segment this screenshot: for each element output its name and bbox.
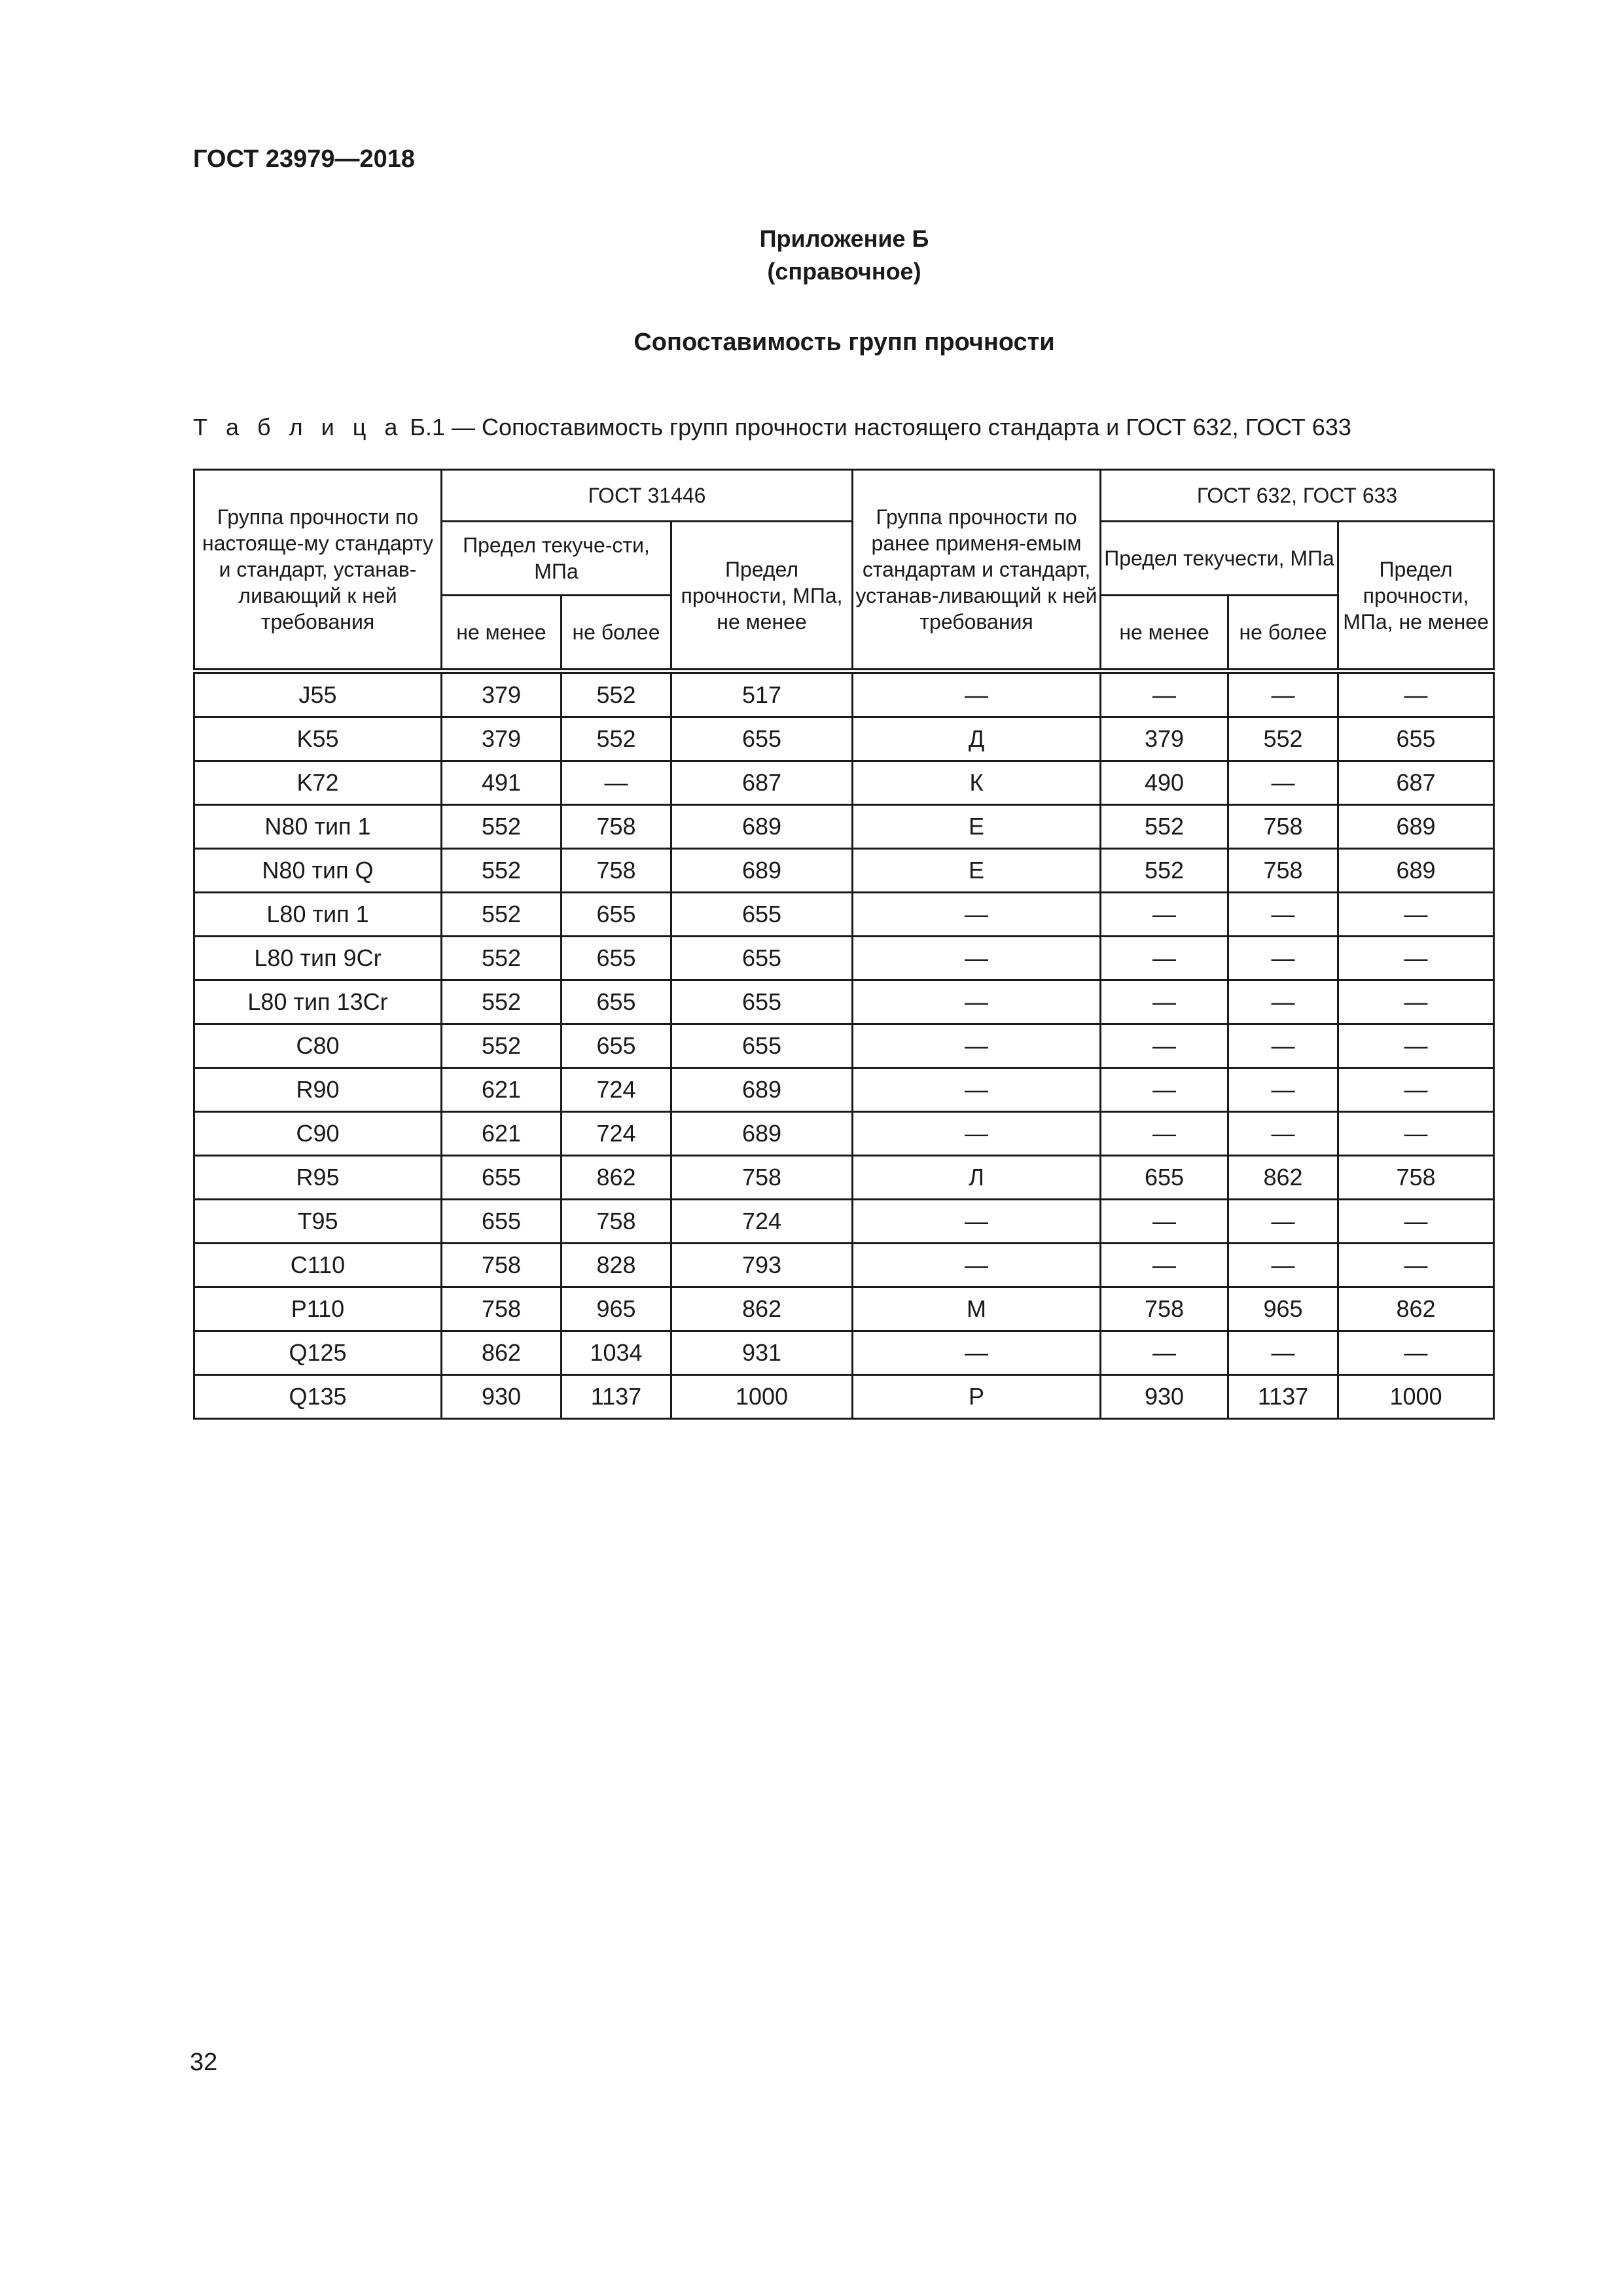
table-cell: 862 bbox=[1338, 1287, 1494, 1331]
table-cell: — bbox=[1101, 1112, 1228, 1156]
table-cell: 862 bbox=[671, 1287, 853, 1331]
header-min-31446: не менее bbox=[442, 596, 562, 672]
header-max-31446: не более bbox=[562, 596, 671, 672]
table-cell: 687 bbox=[671, 761, 853, 805]
table-row bbox=[194, 1156, 1494, 1200]
table-cell: — bbox=[1338, 1200, 1494, 1244]
table-header bbox=[194, 470, 1494, 672]
header-yield-632: Предел текучести, МПа bbox=[1101, 522, 1338, 596]
table-cell: М bbox=[853, 1287, 1101, 1331]
table-cell: 1000 bbox=[1338, 1375, 1494, 1419]
standard-code: ГОСТ 23979—2018 bbox=[193, 145, 416, 173]
table-cell: 655 bbox=[671, 717, 853, 761]
table-cell: — bbox=[1101, 937, 1228, 980]
table-cell: N80 тип Q bbox=[194, 849, 442, 893]
table-row bbox=[194, 1244, 1494, 1287]
header-group-current: Группа прочности по настояще-му стандарту и стандарт, устанав-ливающий к ней требования bbox=[194, 470, 442, 672]
table-cell: R90 bbox=[194, 1068, 442, 1112]
table-cell: — bbox=[1338, 980, 1494, 1024]
table-cell: 655 bbox=[671, 937, 853, 980]
table-cell: 1137 bbox=[1228, 1375, 1338, 1419]
table-cell: L80 тип 9Cr bbox=[194, 937, 442, 980]
table-cell: К bbox=[853, 761, 1101, 805]
table-cell: 758 bbox=[1228, 805, 1338, 849]
table-row bbox=[194, 1331, 1494, 1375]
table-cell: — bbox=[1228, 937, 1338, 980]
table-cell: — bbox=[1101, 1331, 1228, 1375]
table-row bbox=[194, 717, 1494, 761]
table-row bbox=[194, 849, 1494, 893]
table-caption bbox=[193, 414, 1351, 441]
table-cell: K55 bbox=[194, 717, 442, 761]
table-cell: — bbox=[1338, 1244, 1494, 1287]
table-cell: — bbox=[1228, 672, 1338, 717]
table-cell: 552 bbox=[442, 893, 562, 937]
table-cell: 552 bbox=[442, 805, 562, 849]
header-tensile-632: Предел прочности, МПа, не менее bbox=[1338, 522, 1494, 672]
table-cell: — bbox=[853, 1244, 1101, 1287]
table-cell: 931 bbox=[671, 1331, 853, 1375]
table-cell: 689 bbox=[671, 849, 853, 893]
table-cell: Е bbox=[853, 805, 1101, 849]
table-cell: 379 bbox=[442, 672, 562, 717]
table-cell: 724 bbox=[562, 1068, 671, 1112]
table-cell: 758 bbox=[442, 1287, 562, 1331]
table-cell: 552 bbox=[1101, 805, 1228, 849]
table-cell: C80 bbox=[194, 1024, 442, 1068]
table-cell: 758 bbox=[1228, 849, 1338, 893]
table-cell: K72 bbox=[194, 761, 442, 805]
table-cell: — bbox=[1101, 672, 1228, 717]
header-group-previous: Группа прочности по ранее применя-емым стандартам и стандарт, устанав-ливающий к ней требования bbox=[853, 470, 1101, 672]
table-cell: — bbox=[1101, 1024, 1228, 1068]
table-cell: 491 bbox=[442, 761, 562, 805]
table-row bbox=[194, 1200, 1494, 1244]
table-cell: Л bbox=[853, 1156, 1101, 1200]
table-cell: 552 bbox=[442, 849, 562, 893]
table-cell: — bbox=[853, 1112, 1101, 1156]
table-cell: 655 bbox=[671, 1024, 853, 1068]
table-cell: — bbox=[1338, 1112, 1494, 1156]
table-cell: J55 bbox=[194, 672, 442, 717]
table-cell: 552 bbox=[442, 980, 562, 1024]
table-cell: — bbox=[853, 1024, 1101, 1068]
table-row bbox=[194, 1287, 1494, 1331]
appendix-kind: (справочное) bbox=[767, 258, 921, 285]
table-cell: 655 bbox=[671, 893, 853, 937]
table-row bbox=[194, 672, 1494, 717]
table-cell: — bbox=[1228, 980, 1338, 1024]
table-cell: — bbox=[1228, 893, 1338, 937]
table-cell: 621 bbox=[442, 1112, 562, 1156]
appendix-heading bbox=[0, 223, 1623, 288]
table-cell: — bbox=[853, 937, 1101, 980]
table-cell: — bbox=[853, 1200, 1101, 1244]
table-row bbox=[194, 1112, 1494, 1156]
table-cell: Q125 bbox=[194, 1331, 442, 1375]
table-cell: 655 bbox=[442, 1200, 562, 1244]
table-cell: — bbox=[1338, 893, 1494, 937]
table-cell: 758 bbox=[1338, 1156, 1494, 1200]
table-cell: 621 bbox=[442, 1068, 562, 1112]
table-cell: 1000 bbox=[671, 1375, 853, 1419]
table-cell: — bbox=[1228, 761, 1338, 805]
table-cell: — bbox=[1228, 1331, 1338, 1375]
table-cell: — bbox=[1228, 1068, 1338, 1112]
table-cell: — bbox=[1228, 1200, 1338, 1244]
table-cell: 758 bbox=[562, 1200, 671, 1244]
table-cell: 655 bbox=[562, 980, 671, 1024]
table-cell: N80 тип 1 bbox=[194, 805, 442, 849]
table-cell: 1137 bbox=[562, 1375, 671, 1419]
table-cell: Д bbox=[853, 717, 1101, 761]
table-cell: L80 тип 1 bbox=[194, 893, 442, 937]
table-cell: 862 bbox=[562, 1156, 671, 1200]
table-cell: Q135 bbox=[194, 1375, 442, 1419]
table-cell: — bbox=[1228, 1024, 1338, 1068]
table-cell: — bbox=[1338, 1331, 1494, 1375]
table-cell: — bbox=[1101, 1200, 1228, 1244]
table-cell: 1034 bbox=[562, 1331, 671, 1375]
table-row bbox=[194, 937, 1494, 980]
table-cell: 655 bbox=[442, 1156, 562, 1200]
table-cell: 655 bbox=[671, 980, 853, 1024]
table-cell: 379 bbox=[442, 717, 562, 761]
table-cell: 758 bbox=[1101, 1287, 1228, 1331]
table-cell: C110 bbox=[194, 1244, 442, 1287]
table-cell: 930 bbox=[442, 1375, 562, 1419]
table-body bbox=[194, 672, 1494, 1419]
table-cell: — bbox=[1338, 937, 1494, 980]
table-cell: 552 bbox=[442, 937, 562, 980]
table-cell: 689 bbox=[1338, 849, 1494, 893]
table-cell: 687 bbox=[1338, 761, 1494, 805]
table-cell: — bbox=[1338, 1068, 1494, 1112]
table-cell: 552 bbox=[1228, 717, 1338, 761]
table-cell: 758 bbox=[442, 1244, 562, 1287]
table-cell: 724 bbox=[671, 1200, 853, 1244]
table-row bbox=[194, 1375, 1494, 1419]
table-cell: — bbox=[853, 980, 1101, 1024]
table-cell: 552 bbox=[562, 717, 671, 761]
table-cell: T95 bbox=[194, 1200, 442, 1244]
header-max-632: не более bbox=[1228, 596, 1338, 672]
table-cell: 758 bbox=[562, 805, 671, 849]
table-row bbox=[194, 980, 1494, 1024]
table-cell: — bbox=[1338, 672, 1494, 717]
table-cell: 689 bbox=[671, 1112, 853, 1156]
table-row bbox=[194, 893, 1494, 937]
table-row bbox=[194, 1024, 1494, 1068]
table-cell: — bbox=[853, 1068, 1101, 1112]
table-cell: Е bbox=[853, 849, 1101, 893]
table-cell: — bbox=[1338, 1024, 1494, 1068]
table-cell: 793 bbox=[671, 1244, 853, 1287]
table-cell: 724 bbox=[562, 1112, 671, 1156]
table-cell: — bbox=[1101, 893, 1228, 937]
table-cell: L80 тип 13Cr bbox=[194, 980, 442, 1024]
table-row bbox=[194, 1068, 1494, 1112]
table-cell: 552 bbox=[562, 672, 671, 717]
table-cell: R95 bbox=[194, 1156, 442, 1200]
appendix-label: Приложение Б bbox=[759, 225, 929, 252]
header-gost632: ГОСТ 632, ГОСТ 633 bbox=[1101, 470, 1494, 522]
table-row bbox=[194, 761, 1494, 805]
table-cell: — bbox=[1101, 1244, 1228, 1287]
section-title: Сопоставимость групп прочности bbox=[633, 329, 1055, 356]
table-cell: C90 bbox=[194, 1112, 442, 1156]
table-cell: 552 bbox=[1101, 849, 1228, 893]
table-cell: 758 bbox=[562, 849, 671, 893]
table-cell: — bbox=[1101, 980, 1228, 1024]
table-cell: 930 bbox=[1101, 1375, 1228, 1419]
table-cell: 828 bbox=[562, 1244, 671, 1287]
table-cell: 655 bbox=[562, 1024, 671, 1068]
table-cell: 689 bbox=[671, 1068, 853, 1112]
table-cell: 862 bbox=[1228, 1156, 1338, 1200]
table-cell: 655 bbox=[562, 893, 671, 937]
table-cell: 379 bbox=[1101, 717, 1228, 761]
strength-groups-table bbox=[193, 469, 1495, 1420]
table-cell: 655 bbox=[1101, 1156, 1228, 1200]
table-row bbox=[194, 805, 1494, 849]
table-cell: 655 bbox=[1338, 717, 1494, 761]
table-cell: — bbox=[853, 893, 1101, 937]
header-gost31446: ГОСТ 31446 bbox=[442, 470, 853, 522]
page-number: 32 bbox=[190, 2049, 218, 2076]
table-caption-label: Т а б л и ц а bbox=[193, 414, 404, 440]
header-yield-31446: Предел текуче-сти, МПа bbox=[442, 522, 671, 596]
table-cell: — bbox=[853, 1331, 1101, 1375]
table-cell: 552 bbox=[442, 1024, 562, 1068]
table-cell: 689 bbox=[1338, 805, 1494, 849]
table-cell: — bbox=[562, 761, 671, 805]
table-cell: 689 bbox=[671, 805, 853, 849]
table-cell: 965 bbox=[562, 1287, 671, 1331]
table-cell: P110 bbox=[194, 1287, 442, 1331]
table-cell: 758 bbox=[671, 1156, 853, 1200]
table-cell: — bbox=[1228, 1112, 1338, 1156]
table-caption-text: Б.1 — Сопоставимость групп прочности настоящего стандарта и ГОСТ 632, ГОСТ 633 bbox=[403, 414, 1351, 440]
table-cell: 965 bbox=[1228, 1287, 1338, 1331]
header-tensile-31446: Предел прочности, МПа, не менее bbox=[671, 522, 853, 672]
header-min-632: не менее bbox=[1101, 596, 1228, 672]
table-cell: 517 bbox=[671, 672, 853, 717]
table-cell: 655 bbox=[562, 937, 671, 980]
table-cell: — bbox=[1228, 1244, 1338, 1287]
table-cell: 490 bbox=[1101, 761, 1228, 805]
table-cell: — bbox=[1101, 1068, 1228, 1112]
table-cell: — bbox=[853, 672, 1101, 717]
table-cell: Р bbox=[853, 1375, 1101, 1419]
table-cell: 862 bbox=[442, 1331, 562, 1375]
